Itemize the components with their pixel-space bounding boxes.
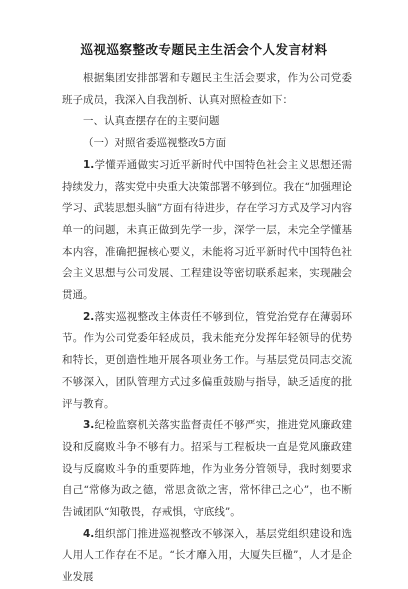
item-number: 4. xyxy=(83,527,95,540)
item-text: 学懂弄通做实习近平新时代中国特色社会主义思想还需持续发力，落实党中央重大决策部署不够到位。我在“加强理论学习、武装思想头脑”方面有待进步，存在学习方式及学习内容单一的问题，未真正做到先学一步，深学一层，未完全学懂基本内容，准确把握核心要义，未能将习近平新时代中国特色社会主义思想与公司发展、工程建设等密切联系起来，实现融会贯通。 xyxy=(62,158,352,302)
item-paragraph xyxy=(62,155,352,307)
intro-paragraph: 根据集团安排部署和专题民主生活会要求，作为公司党委班子成员，我深入自我剖析、认真对照检查如下： xyxy=(62,72,352,106)
document-title: 巡视巡察整改专题民主生活会个人发言材料 xyxy=(80,42,328,57)
item-paragraph xyxy=(62,524,352,589)
subsection-heading: （一）对照省委巡视整改5方面 xyxy=(83,137,227,150)
item-number: 2. xyxy=(83,310,95,323)
item-number: 3. xyxy=(83,419,95,432)
document-body xyxy=(62,68,352,589)
item-text: 落实巡视整改主体责任不够到位，管党治党存在薄弱环节。作为公司党委年轻成员，我未能充分发挥年轻领导的优势和特长，更创造性地开展各项业务工作。与基层党员同志交流不够深入，团队管理方式过多偏重鼓励与指导，缺乏适度的批评与教育。 xyxy=(62,310,352,410)
item-number: 1. xyxy=(83,158,95,171)
item-paragraph xyxy=(62,415,352,524)
item-text: 纪检监察机关落实监督责任不够严实，推进党风廉政建设和反腐败斗争不够有力。招采与工程板块一直是党风廉政建设与反腐败斗争的重要阵地，作为业务分管领导，我时刻要求自己“常修为政之德，常思贪欲之害，常怀律己之心”，也不断告诫团队“知敬畏，存戒惧，守底线”。 xyxy=(62,419,352,519)
item-paragraph xyxy=(62,307,352,416)
section-heading: 一、认真查摆存在的主要问题 xyxy=(83,115,220,128)
item-text: 组织部门推进巡视整改不够深入，基层党组织建设和选人用人工作存在不足。“长才靡入用，大厦失巨楹”，人才是企业发展 xyxy=(62,527,352,584)
